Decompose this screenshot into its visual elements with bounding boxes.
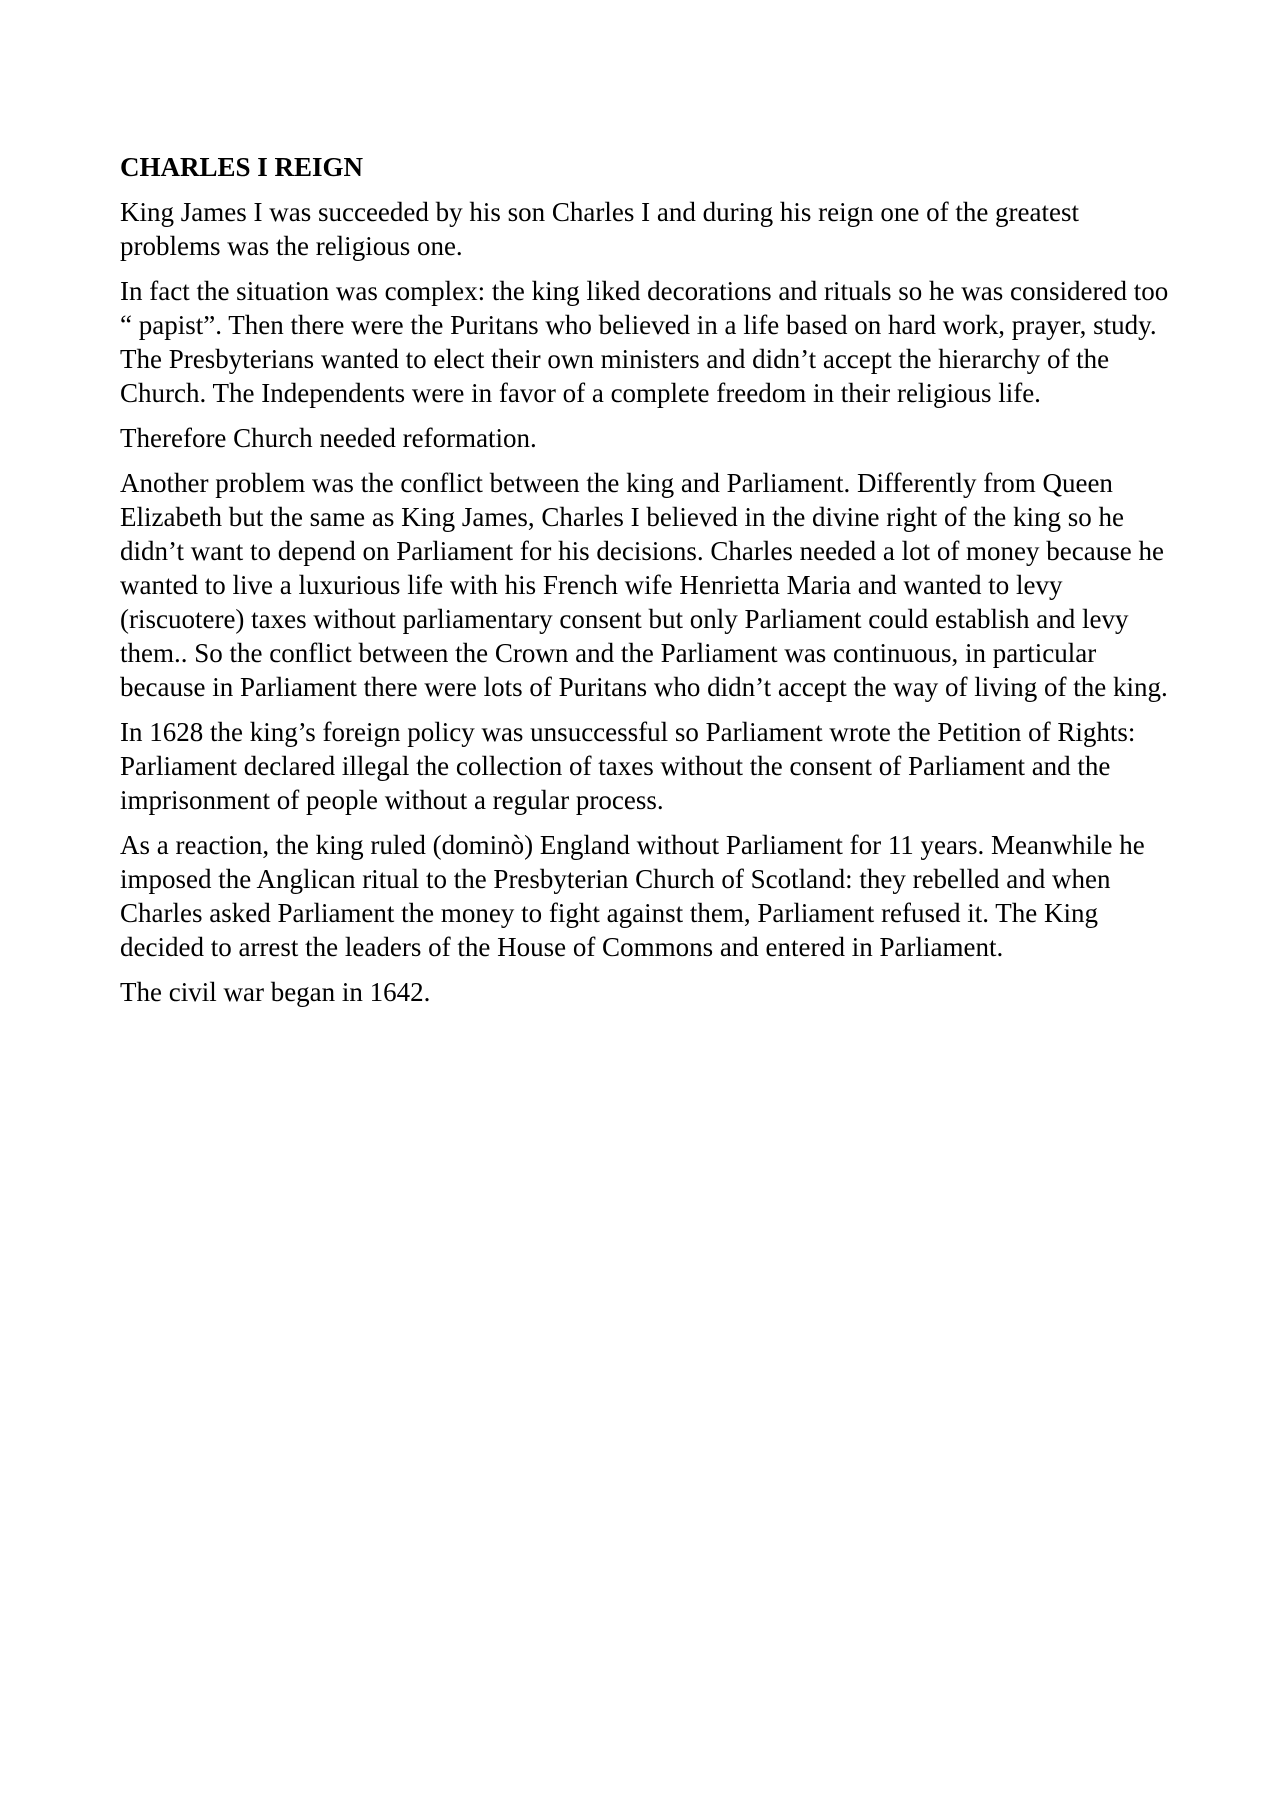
paragraph-reformation: Therefore Church needed reformation. bbox=[120, 423, 537, 453]
document-title: CHARLES I REIGN bbox=[120, 152, 364, 182]
paragraph-religious-situation: In fact the situation was complex: the king liked decorations and rituals so he was considered too “ papist”. Then there were the Puritans who believed in a life based on hard work, prayer, study. The Presbyterians wanted to elect their own ministers and didn’t accept the hierarchy of the Church. The Independents were in favor of a complete freedom in their religious life. bbox=[120, 276, 1169, 408]
paragraph-personal-rule: As a reaction, the king ruled (dominò) England without Parliament for 11 years. Meanwhile he imposed the Anglican ritual to the Presbyterian Church of Scotland: they rebelled and when Charles asked Parliament the money to fight against them, Parliament refused it. The King decided to arrest the leaders of the House of Commons and entered in Parliament. bbox=[120, 830, 1145, 962]
paragraph-king-parliament-conflict: Another problem was the conflict between the king and Parliament. Differently from Queen Elizabeth but the same as King James, Charles I believed in the divine right of the king so he didn’t want to depend on Parliament for his decisions. Charles needed a lot of money because he wanted to live a luxurious life with his French wife Henrietta Maria and wanted to levy (riscuotere) taxes without parliamentary consent but only Parliament could establish and levy them.. So the conflict between the Crown and the Parliament was continuous, in particular because in Parliament there were lots of Puritans who didn’t accept the way of living of the king. bbox=[120, 468, 1168, 702]
document-body bbox=[120, 150, 1180, 1020]
paragraph-civil-war: The civil war began in 1642. bbox=[120, 977, 431, 1007]
paragraph-succession: King James I was succeeded by his son Charles I and during his reign one of the greatest problems was the religious one. bbox=[120, 197, 1080, 261]
paragraph-petition-of-rights: In 1628 the king’s foreign policy was unsuccessful so Parliament wrote the Petition of Rights: Parliament declared illegal the collection of taxes without the consent of Parliament and the imprisonment of people without a regular process. bbox=[120, 717, 1136, 815]
